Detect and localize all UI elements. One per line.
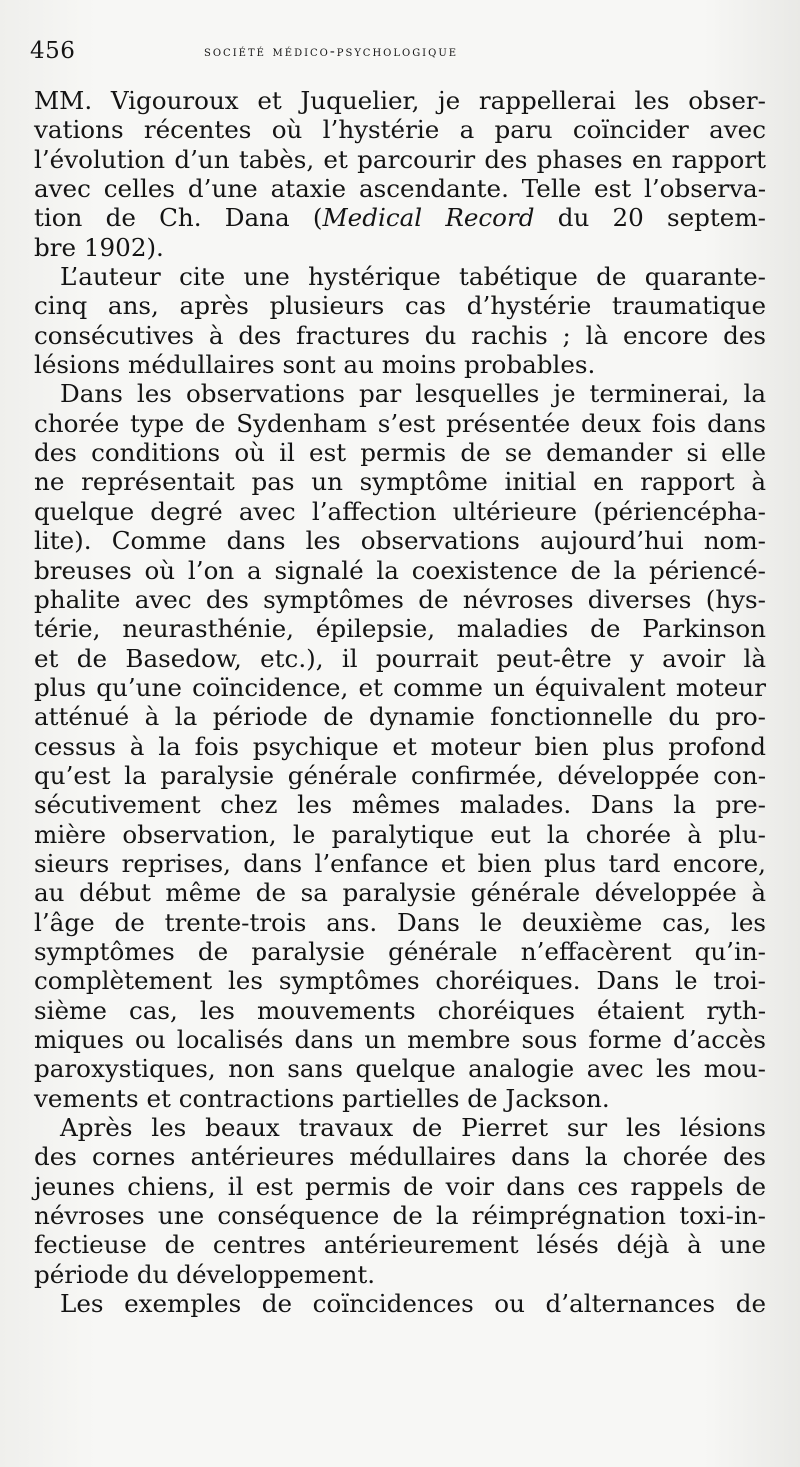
text-line: qu’est la paralysie générale confirmée, développée con- [34,760,766,790]
text-line: sieurs reprises, dans l’enfance et bien plus tard encore, [34,848,766,878]
text-line: paroxystiques, non sans quelque analogie avec les mou- [34,1054,766,1084]
text-line: et de Basedow, etc.), il pourrait peut-être y avoir là [34,643,766,673]
text-line: complètement les symptômes choréiques. Dans le troi- [34,966,766,996]
paragraph-start-line: Les exemples de coïncidences ou d’alternances de [60,1289,766,1319]
text-line: phalite avec des symptômes de névroses diverses (hys- [34,584,766,614]
text-line: symptômes de paralysie générale n’effacèrent qu’in- [34,936,766,966]
text-line: cinq ans, après plusieurs cas d’hystérie traumatique [34,291,766,321]
text-line: quelque degré avec l’affection ultérieure (périencépha- [34,496,766,526]
text-line: période du développement. [34,1259,376,1289]
text-line: lite). Comme dans les observations aujourd’hui nom- [34,526,766,556]
text-line: breuses où l’on a signalé la coexistence de la périencé- [34,555,766,585]
text-line: vements et contractions partielles de Jackson. [34,1083,610,1113]
text-line: l’évolution d’un tabès, et parcourir des phases en rapport [34,144,766,174]
text-line: térie, neurasthénie, épilepsie, maladies de Parkinson [34,614,766,644]
running-head [30,38,770,72]
text-line: atténué à la période de dynamie fonctionnelle du pro- [34,702,766,732]
text-line: bre 1902). [34,232,164,262]
text-line: MM. Vigouroux et Juquelier, je rappellerai les obser- [34,86,766,115]
text-line: chorée type de Sydenham s’est présentée deux fois dans [34,408,766,438]
journal-title: Medical Record [322,203,535,233]
text-line: fectieuse de centres antérieurement lésés déjà à une [34,1230,766,1260]
paragraph-start-line: Dans les observations par lesquelles je terminerai, la [60,379,766,409]
text-line: tion de Ch. Dana (Medical Record du 20 septem- [34,203,766,233]
body-text [34,86,766,1318]
text-line: des cornes antérieures médullaires dans la chorée des [34,1142,766,1172]
text-line: miques ou localisés dans un membre sous forme d’accès [34,1025,766,1054]
text-line: mière observation, le paralytique eut la chorée à plu- [34,819,766,849]
text-line: consécutives à des fractures du rachis ; là encore des [34,320,766,350]
text-line: avec celles d’une ataxie ascendante. Telle est l’observa- [34,174,766,204]
text-line: l’âge de trente-trois ans. Dans le deuxième cas, les [34,907,766,937]
text-line: sième cas, les mouvements choréiques étaient ryth- [34,995,766,1025]
text-line: jeunes chiens, il est permis de voir dans ces rappels de [34,1171,766,1201]
text-line: des conditions où il est permis de se demander si elle [34,438,766,468]
page-number: 456 [30,38,76,64]
text-line: ne représentait pas un symptôme initial en rapport à [34,467,766,497]
text-line: vations récentes où l’hystérie a paru coïncider avec [34,115,766,145]
text-line: au début même de sa paralysie générale développée à [34,878,766,908]
text-line: névroses une conséquence de la réimprégnation toxi-in- [34,1201,766,1231]
paragraph-start-line: Après les beaux travaux de Pierret sur les lésions [60,1113,766,1143]
paragraph-start-line: L’auteur cite une hystérique tabétique de quarante- [60,262,766,292]
text-line: plus qu’une coïncidence, et comme un équivalent moteur [34,672,766,702]
running-title: société médico-psychologique [204,44,459,60]
text-line: lésions médullaires sont au moins probables. [34,350,596,380]
text-line: cessus à la fois psychique et moteur bien plus profond [34,731,766,761]
text-line: sécutivement chez les mêmes malades. Dans la pre- [34,790,766,820]
